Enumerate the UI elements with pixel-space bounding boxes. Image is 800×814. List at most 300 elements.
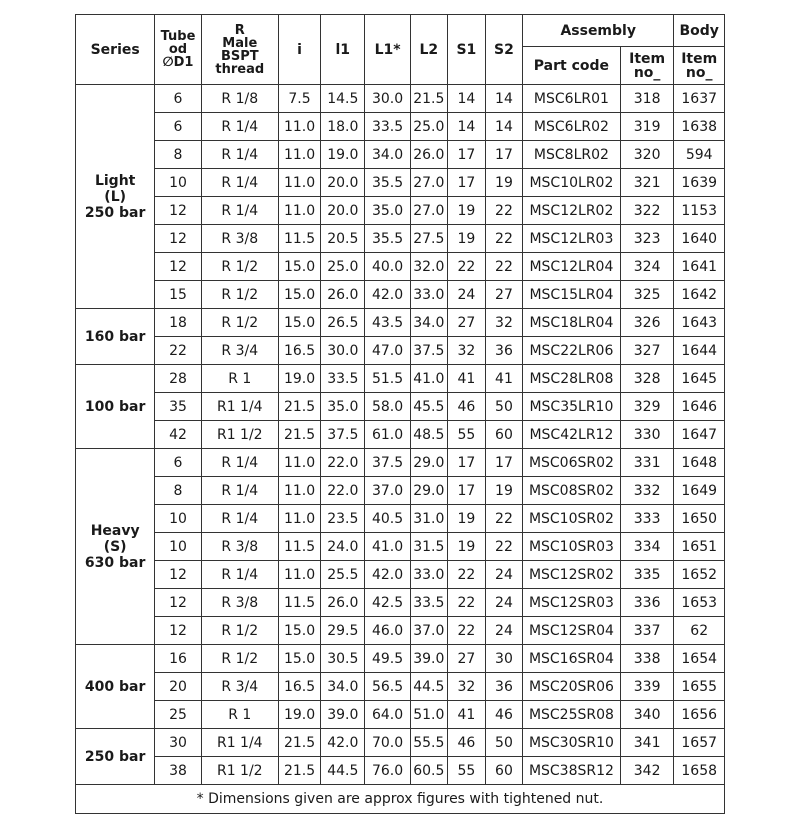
cell-L1: 40.5 — [365, 505, 410, 533]
cell-assembly-item-no: 322 — [620, 197, 674, 225]
table-row — [76, 589, 725, 617]
cell-i: 7.5 — [278, 85, 320, 113]
cell-L1: 42.0 — [365, 561, 410, 589]
cell-S2: 41 — [485, 365, 522, 393]
cell-part-code: MSC12SR03 — [523, 589, 621, 617]
cell-L1: 47.0 — [365, 337, 410, 365]
cell-l1-small: 24.0 — [321, 533, 365, 561]
cell-l1-small: 29.5 — [321, 617, 365, 645]
cell-L2: 29.0 — [410, 477, 447, 505]
cell-assembly-item-no: 324 — [620, 253, 674, 281]
cell-S1: 14 — [447, 85, 485, 113]
cell-S1: 41 — [447, 701, 485, 729]
cell-thread: R 1/4 — [201, 477, 278, 505]
cell-L2: 31.5 — [410, 533, 447, 561]
cell-L1: 70.0 — [365, 729, 410, 757]
cell-tube-od: 30 — [155, 729, 201, 757]
cell-S1: 17 — [447, 169, 485, 197]
cell-tube-od: 10 — [155, 169, 201, 197]
footnote: * Dimensions given are approx figures with tightened nut. — [76, 785, 725, 814]
cell-tube-od: 22 — [155, 337, 201, 365]
cell-S2: 22 — [485, 533, 522, 561]
cell-L2: 51.0 — [410, 701, 447, 729]
cell-body-item-no: 1646 — [674, 393, 725, 421]
cell-body-item-no: 1648 — [674, 449, 725, 477]
cell-body-item-no: 1652 — [674, 561, 725, 589]
cell-body-item-no: 1655 — [674, 673, 725, 701]
cell-S2: 14 — [485, 113, 522, 141]
series-label-line: Light — [94, 172, 136, 189]
cell-thread: R 1/2 — [201, 309, 278, 337]
cell-i: 15.0 — [278, 309, 320, 337]
cell-S1: 46 — [447, 729, 485, 757]
cell-i: 21.5 — [278, 421, 320, 449]
cell-assembly-item-no: 326 — [620, 309, 674, 337]
cell-body-item-no: 1656 — [674, 701, 725, 729]
cell-i: 11.0 — [278, 113, 320, 141]
cell-tube-od: 28 — [155, 365, 201, 393]
cell-body-item-no: 1637 — [674, 85, 725, 113]
cell-body-item-no: 1645 — [674, 365, 725, 393]
cell-tube-od: 38 — [155, 757, 201, 785]
cell-S2: 17 — [485, 449, 522, 477]
cell-assembly-item-no: 321 — [620, 169, 674, 197]
table-row — [76, 393, 725, 421]
cell-L1: 34.0 — [365, 141, 410, 169]
series-label-line: 100 bar — [84, 398, 146, 415]
cell-assembly-item-no: 328 — [620, 365, 674, 393]
table-row — [76, 365, 725, 393]
series-label-line: Heavy — [90, 522, 140, 539]
cell-thread: R 1/2 — [201, 281, 278, 309]
cell-part-code: MSC12SR04 — [523, 617, 621, 645]
cell-body-item-no: 1653 — [674, 589, 725, 617]
cell-body-item-no: 1640 — [674, 225, 725, 253]
cell-tube-od: 18 — [155, 309, 201, 337]
table-row — [76, 253, 725, 281]
series-label-line: 400 bar — [84, 678, 146, 695]
table-row — [76, 505, 725, 533]
cell-thread: R 1/4 — [201, 169, 278, 197]
cell-i: 15.0 — [278, 617, 320, 645]
cell-l1-small: 22.0 — [321, 449, 365, 477]
cell-assembly-item-no: 319 — [620, 113, 674, 141]
cell-l1-small: 37.5 — [321, 421, 365, 449]
cell-L2: 29.0 — [410, 449, 447, 477]
header-L2: L2 — [410, 15, 447, 85]
series-label-line: 250 bar — [84, 748, 146, 765]
header-part-code: Part code — [523, 47, 621, 85]
cell-thread: R 1/4 — [201, 197, 278, 225]
cell-L2: 39.0 — [410, 645, 447, 673]
cell-part-code: MSC8LR02 — [523, 141, 621, 169]
cell-tube-od: 8 — [155, 477, 201, 505]
cell-L1: 40.0 — [365, 253, 410, 281]
cell-L1: 33.5 — [365, 113, 410, 141]
cell-L2: 32.0 — [410, 253, 447, 281]
cell-i: 11.0 — [278, 477, 320, 505]
series-label-line: (S) — [103, 538, 127, 555]
cell-assembly-item-no: 338 — [620, 645, 674, 673]
cell-L2: 25.0 — [410, 113, 447, 141]
cell-body-item-no: 1651 — [674, 533, 725, 561]
cell-body-item-no: 1649 — [674, 477, 725, 505]
table-body — [76, 85, 725, 785]
cell-thread: R 1/8 — [201, 85, 278, 113]
cell-thread: R 3/8 — [201, 225, 278, 253]
cell-part-code: MSC12LR03 — [523, 225, 621, 253]
table-row — [76, 281, 725, 309]
cell-S2: 19 — [485, 477, 522, 505]
cell-S2: 17 — [485, 141, 522, 169]
cell-assembly-item-no: 341 — [620, 729, 674, 757]
cell-i: 11.0 — [278, 197, 320, 225]
table-row — [76, 169, 725, 197]
cell-tube-od: 15 — [155, 281, 201, 309]
cell-S1: 22 — [447, 617, 485, 645]
cell-tube-od: 12 — [155, 589, 201, 617]
cell-L1: 46.0 — [365, 617, 410, 645]
cell-tube-od: 10 — [155, 505, 201, 533]
cell-assembly-item-no: 333 — [620, 505, 674, 533]
cell-assembly-item-no: 335 — [620, 561, 674, 589]
cell-i: 21.5 — [278, 757, 320, 785]
cell-L2: 41.0 — [410, 365, 447, 393]
cell-l1-small: 19.0 — [321, 141, 365, 169]
cell-thread: R1 1/2 — [201, 757, 278, 785]
cell-body-item-no: 1639 — [674, 169, 725, 197]
cell-part-code: MSC20SR06 — [523, 673, 621, 701]
cell-l1-small: 39.0 — [321, 701, 365, 729]
cell-S1: 27 — [447, 309, 485, 337]
cell-i: 16.5 — [278, 337, 320, 365]
cell-part-code: MSC6LR02 — [523, 113, 621, 141]
cell-tube-od: 20 — [155, 673, 201, 701]
cell-part-code: MSC06SR02 — [523, 449, 621, 477]
table-row — [76, 701, 725, 729]
cell-body-item-no: 1647 — [674, 421, 725, 449]
cell-body-item-no: 62 — [674, 617, 725, 645]
series-label — [76, 449, 155, 645]
header-l1-small: l1 — [321, 15, 365, 85]
cell-S1: 19 — [447, 197, 485, 225]
cell-L1: 61.0 — [365, 421, 410, 449]
cell-part-code: MSC28LR08 — [523, 365, 621, 393]
cell-L1: 37.5 — [365, 449, 410, 477]
cell-assembly-item-no: 323 — [620, 225, 674, 253]
cell-thread: R1 1/4 — [201, 393, 278, 421]
cell-S1: 22 — [447, 561, 485, 589]
cell-S2: 60 — [485, 757, 522, 785]
table-row — [76, 197, 725, 225]
cell-i: 11.0 — [278, 169, 320, 197]
cell-thread: R1 1/2 — [201, 421, 278, 449]
cell-body-item-no: 1657 — [674, 729, 725, 757]
cell-body-item-no: 1644 — [674, 337, 725, 365]
cell-part-code: MSC12SR02 — [523, 561, 621, 589]
cell-tube-od: 12 — [155, 225, 201, 253]
cell-assembly-item-no: 325 — [620, 281, 674, 309]
cell-body-item-no: 1654 — [674, 645, 725, 673]
cell-S1: 32 — [447, 337, 485, 365]
cell-l1-small: 42.0 — [321, 729, 365, 757]
cell-L2: 26.0 — [410, 141, 447, 169]
cell-assembly-item-no: 332 — [620, 477, 674, 505]
cell-L2: 33.0 — [410, 561, 447, 589]
table-row — [76, 729, 725, 757]
cell-i: 11.5 — [278, 589, 320, 617]
table-row — [76, 449, 725, 477]
cell-S2: 14 — [485, 85, 522, 113]
cell-body-item-no: 1650 — [674, 505, 725, 533]
cell-thread: R 1/2 — [201, 645, 278, 673]
cell-thread: R 1 — [201, 701, 278, 729]
header-body-item-no: Item no_ — [674, 47, 725, 85]
cell-thread: R 1/2 — [201, 617, 278, 645]
header-series: Series — [76, 15, 155, 85]
cell-L2: 48.5 — [410, 421, 447, 449]
series-label-line: 630 bar — [84, 554, 146, 571]
cell-i: 11.0 — [278, 561, 320, 589]
cell-assembly-item-no: 339 — [620, 673, 674, 701]
cell-tube-od: 6 — [155, 113, 201, 141]
cell-S2: 60 — [485, 421, 522, 449]
cell-assembly-item-no: 337 — [620, 617, 674, 645]
cell-l1-small: 26.0 — [321, 281, 365, 309]
cell-L1: 41.0 — [365, 533, 410, 561]
cell-tube-od: 6 — [155, 85, 201, 113]
cell-part-code: MSC25SR08 — [523, 701, 621, 729]
cell-L1: 49.5 — [365, 645, 410, 673]
cell-assembly-item-no: 327 — [620, 337, 674, 365]
cell-S1: 17 — [447, 449, 485, 477]
cell-l1-small: 20.5 — [321, 225, 365, 253]
cell-L2: 33.0 — [410, 281, 447, 309]
cell-i: 11.0 — [278, 505, 320, 533]
cell-L2: 37.5 — [410, 337, 447, 365]
cell-S2: 24 — [485, 617, 522, 645]
cell-S1: 55 — [447, 421, 485, 449]
cell-l1-small: 34.0 — [321, 673, 365, 701]
table-row — [76, 421, 725, 449]
cell-L1: 30.0 — [365, 85, 410, 113]
cell-thread: R 1/4 — [201, 505, 278, 533]
cell-tube-od: 12 — [155, 197, 201, 225]
cell-i: 15.0 — [278, 253, 320, 281]
cell-S1: 41 — [447, 365, 485, 393]
cell-tube-od: 42 — [155, 421, 201, 449]
cell-tube-od: 35 — [155, 393, 201, 421]
cell-thread: R 1/4 — [201, 141, 278, 169]
cell-i: 16.5 — [278, 673, 320, 701]
cell-i: 21.5 — [278, 729, 320, 757]
cell-tube-od: 12 — [155, 253, 201, 281]
cell-S2: 22 — [485, 253, 522, 281]
header-assembly: Assembly — [523, 15, 674, 47]
series-label — [76, 645, 155, 729]
cell-S2: 30 — [485, 645, 522, 673]
cell-l1-small: 22.0 — [321, 477, 365, 505]
cell-S2: 22 — [485, 197, 522, 225]
cell-S1: 14 — [447, 113, 485, 141]
cell-S2: 22 — [485, 505, 522, 533]
table-row — [76, 561, 725, 589]
cell-thread: R1 1/4 — [201, 729, 278, 757]
cell-tube-od: 8 — [155, 141, 201, 169]
cell-L2: 37.0 — [410, 617, 447, 645]
cell-l1-small: 20.0 — [321, 169, 365, 197]
cell-S1: 55 — [447, 757, 485, 785]
cell-thread: R 1/2 — [201, 253, 278, 281]
cell-l1-small: 44.5 — [321, 757, 365, 785]
cell-S1: 24 — [447, 281, 485, 309]
cell-l1-small: 35.0 — [321, 393, 365, 421]
cell-i: 11.5 — [278, 225, 320, 253]
cell-body-item-no: 1641 — [674, 253, 725, 281]
cell-L2: 21.5 — [410, 85, 447, 113]
cell-part-code: MSC10LR02 — [523, 169, 621, 197]
cell-S2: 50 — [485, 729, 522, 757]
cell-part-code: MSC6LR01 — [523, 85, 621, 113]
cell-S1: 46 — [447, 393, 485, 421]
cell-L2: 33.5 — [410, 589, 447, 617]
cell-L1: 35.5 — [365, 169, 410, 197]
header-S1: S1 — [447, 15, 485, 85]
cell-S2: 36 — [485, 337, 522, 365]
cell-S1: 22 — [447, 253, 485, 281]
cell-assembly-item-no: 334 — [620, 533, 674, 561]
cell-L1: 35.5 — [365, 225, 410, 253]
cell-S2: 32 — [485, 309, 522, 337]
cell-l1-small: 26.5 — [321, 309, 365, 337]
cell-body-item-no: 1638 — [674, 113, 725, 141]
cell-part-code: MSC10SR02 — [523, 505, 621, 533]
table-row — [76, 337, 725, 365]
cell-thread: R 3/8 — [201, 589, 278, 617]
cell-i: 19.0 — [278, 701, 320, 729]
cell-assembly-item-no: 318 — [620, 85, 674, 113]
cell-l1-small: 20.0 — [321, 197, 365, 225]
cell-part-code: MSC10SR03 — [523, 533, 621, 561]
series-label — [76, 309, 155, 365]
cell-l1-small: 18.0 — [321, 113, 365, 141]
cell-L2: 27.0 — [410, 197, 447, 225]
cell-part-code: MSC15LR04 — [523, 281, 621, 309]
cell-thread: R 1 — [201, 365, 278, 393]
cell-tube-od: 25 — [155, 701, 201, 729]
cell-tube-od: 10 — [155, 533, 201, 561]
cell-i: 11.0 — [278, 141, 320, 169]
cell-body-item-no: 594 — [674, 141, 725, 169]
table-row — [76, 533, 725, 561]
cell-assembly-item-no: 342 — [620, 757, 674, 785]
table-row — [76, 645, 725, 673]
cell-S1: 19 — [447, 505, 485, 533]
cell-L1: 42.5 — [365, 589, 410, 617]
cell-part-code: MSC12LR04 — [523, 253, 621, 281]
cell-thread: R 1/4 — [201, 113, 278, 141]
cell-part-code: MSC18LR04 — [523, 309, 621, 337]
cell-l1-small: 25.0 — [321, 253, 365, 281]
cell-L1: 42.0 — [365, 281, 410, 309]
cell-L1: 58.0 — [365, 393, 410, 421]
cell-tube-od: 16 — [155, 645, 201, 673]
table-row — [76, 617, 725, 645]
cell-S1: 32 — [447, 673, 485, 701]
cell-i: 15.0 — [278, 645, 320, 673]
table-row — [76, 141, 725, 169]
cell-S2: 27 — [485, 281, 522, 309]
cell-assembly-item-no: 320 — [620, 141, 674, 169]
cell-assembly-item-no: 340 — [620, 701, 674, 729]
series-label — [76, 365, 155, 449]
cell-L2: 27.5 — [410, 225, 447, 253]
table-row — [76, 673, 725, 701]
table-row — [76, 113, 725, 141]
table-row — [76, 225, 725, 253]
table-row — [76, 85, 725, 113]
cell-i: 19.0 — [278, 365, 320, 393]
cell-L2: 55.5 — [410, 729, 447, 757]
cell-S2: 19 — [485, 169, 522, 197]
cell-part-code: MSC22LR06 — [523, 337, 621, 365]
cell-L2: 31.0 — [410, 505, 447, 533]
cell-S2: 22 — [485, 225, 522, 253]
cell-L2: 34.0 — [410, 309, 447, 337]
cell-i: 11.5 — [278, 533, 320, 561]
cell-L1: 56.5 — [365, 673, 410, 701]
series-label-line: 160 bar — [84, 328, 146, 345]
cell-assembly-item-no: 331 — [620, 449, 674, 477]
cell-part-code: MSC08SR02 — [523, 477, 621, 505]
cell-i: 11.0 — [278, 449, 320, 477]
cell-tube-od: 12 — [155, 561, 201, 589]
cell-l1-small: 30.5 — [321, 645, 365, 673]
cell-part-code: MSC16SR04 — [523, 645, 621, 673]
cell-S1: 22 — [447, 589, 485, 617]
cell-l1-small: 25.5 — [321, 561, 365, 589]
cell-L2: 45.5 — [410, 393, 447, 421]
cell-L2: 60.5 — [410, 757, 447, 785]
cell-i: 15.0 — [278, 281, 320, 309]
cell-S2: 24 — [485, 589, 522, 617]
cell-S2: 50 — [485, 393, 522, 421]
header-i: i — [278, 15, 320, 85]
cell-part-code: MSC30SR10 — [523, 729, 621, 757]
cell-l1-small: 33.5 — [321, 365, 365, 393]
cell-S1: 19 — [447, 533, 485, 561]
header-assembly-item-no: Item no_ — [620, 47, 674, 85]
cell-thread: R 3/4 — [201, 673, 278, 701]
cell-part-code: MSC38SR12 — [523, 757, 621, 785]
header-r-male-bspt-thread: R Male BSPT thread — [201, 15, 278, 85]
cell-S1: 27 — [447, 645, 485, 673]
cell-l1-small: 26.0 — [321, 589, 365, 617]
cell-L1: 51.5 — [365, 365, 410, 393]
cell-i: 21.5 — [278, 393, 320, 421]
cell-S2: 24 — [485, 561, 522, 589]
series-label — [76, 729, 155, 785]
cell-thread: R 1/4 — [201, 449, 278, 477]
cell-S1: 17 — [447, 141, 485, 169]
cell-assembly-item-no: 330 — [620, 421, 674, 449]
cell-L1: 43.5 — [365, 309, 410, 337]
cell-tube-od: 12 — [155, 617, 201, 645]
cell-tube-od: 6 — [155, 449, 201, 477]
cell-L1: 35.0 — [365, 197, 410, 225]
cell-L2: 44.5 — [410, 673, 447, 701]
cell-thread: R 3/8 — [201, 533, 278, 561]
